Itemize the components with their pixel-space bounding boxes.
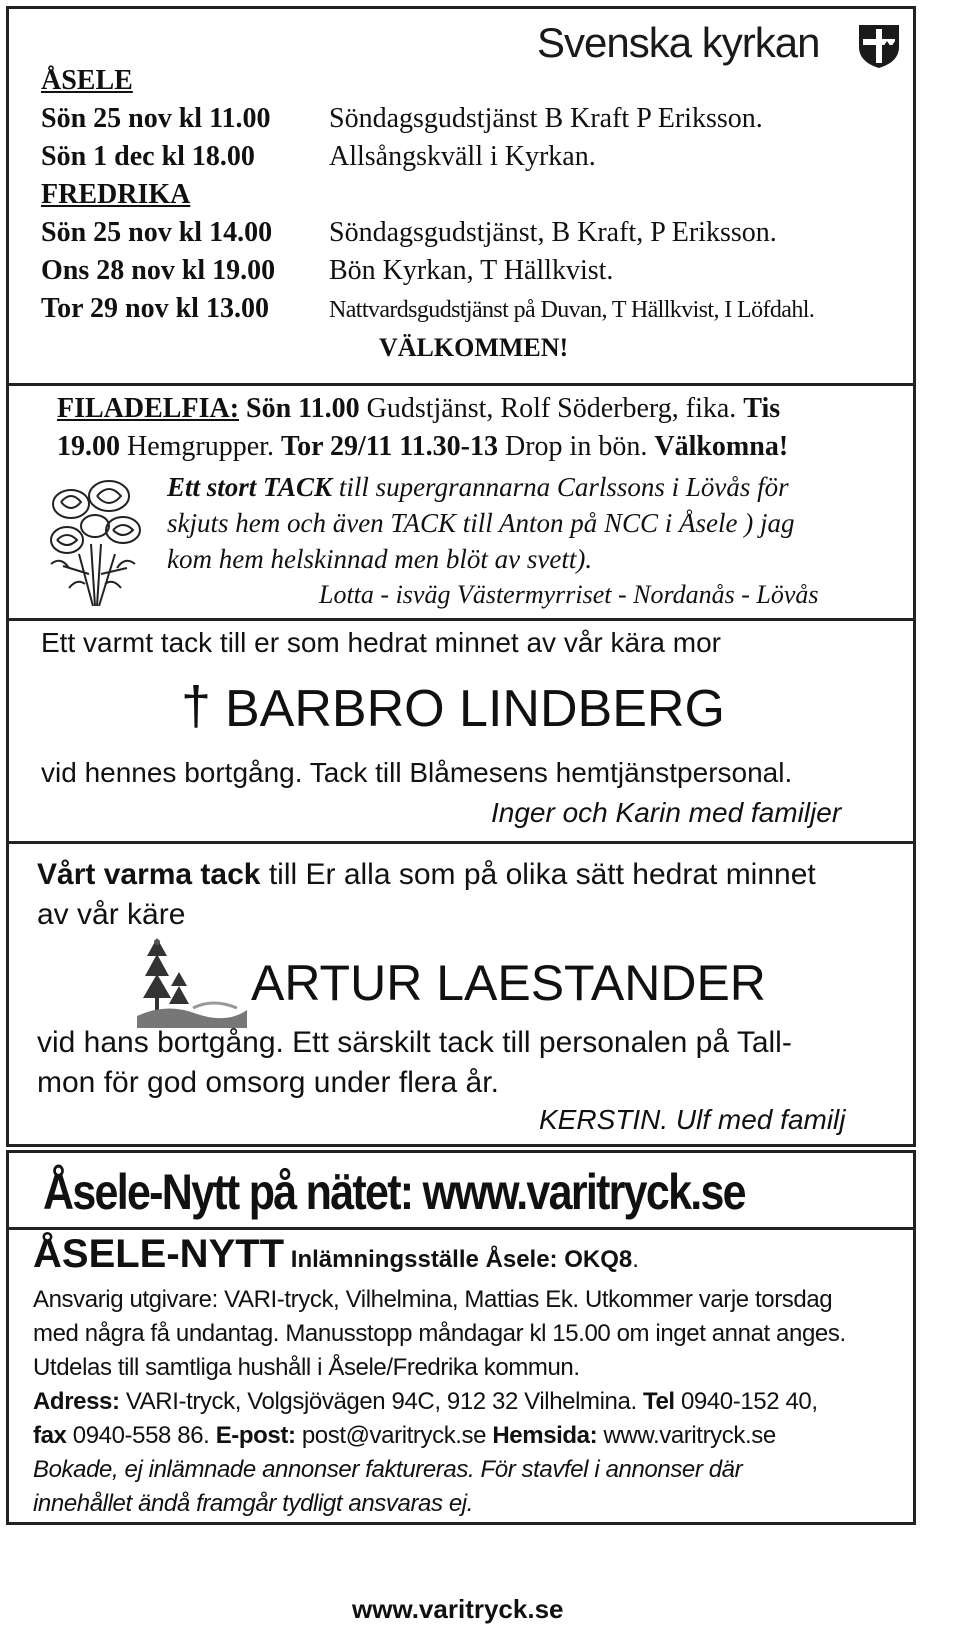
address-label: Adress: [33,1388,120,1415]
publisher-contact-line [33,1422,776,1450]
fredrika-heading: FREDRIKA [41,179,191,210]
artur-intro-2: av vår käre [37,898,186,931]
tel-value: 0940-152 40, [674,1388,818,1415]
email-label: E-post: [215,1422,296,1449]
thanks-line-1-text: till supergrannarna Carlssons i Lövås för [332,472,789,502]
artur-line-1: vid hans bortgång. Ett särskilt tack till personalen på Tall- [37,1026,792,1059]
email-value: post@varitryck.se [295,1422,493,1449]
asele-heading: ÅSELE [41,65,133,96]
publisher-header [33,1232,639,1277]
thanks-line-1 [167,472,789,503]
artur-intro-bold: Vårt varma tack [37,858,261,891]
asele-row-2-what: Allsångskväll i Kyrkan. [329,141,596,172]
publisher-drop-label: Inlämningsställe Åsele: OKQ8 [284,1246,633,1273]
filadelfia-tue-text: Hemgrupper. [120,431,281,462]
barbro-line: vid hennes bortgång. Tack till Blåmesens hemtjänstpersonal. [41,757,793,788]
asele-row-1-when: Sön 25 nov kl 11.00 [41,103,271,134]
artur-intro-text: till Er alla som på olika sätt hedrat minnet [260,858,816,891]
barbro-signature: Inger och Karin med familjer [491,797,842,828]
fredrika-row-2-what: Bön Kyrkan, T Hällkvist. [329,255,614,286]
online-box [6,1150,916,1230]
artur-line-2: mon för god omsorg under flera år. [37,1066,499,1099]
filadelfia-welcome: Välkomna! [654,431,789,462]
thanks-big-tack: Ett stort TACK [167,472,333,502]
publisher-title: ÅSELE-NYTT [33,1232,285,1276]
filadelfia-label: FILADELFIA: [57,393,240,424]
forest-landscape-icon [137,936,247,1028]
thanks-signature: Lotta - isväg Västermyrriset - Nordanås - Lövås [319,580,819,609]
barbro-name: BARBRO LINDBERG [225,680,725,738]
barbro-intro: Ett varmt tack till er som hedrat minnet av vår kära mor [41,627,721,658]
asele-row-2-when: Sön 1 dec kl 18.00 [41,141,255,172]
filadelfia-thu-time: Tor 29/11 11.30-13 [280,431,499,462]
thanks-line-2: skjuts hem och även TACK till Anton på NCC i Åsele ) jag [167,508,795,538]
publisher-address-line [33,1388,818,1416]
artur-name: ARTUR LAESTANDER [251,955,766,1011]
filadelfia-tue-time: 19.00 [57,431,120,462]
church-schedule-box [6,6,916,386]
barbro-cross: † [181,676,212,736]
filadelfia-sun-time: Sön 11.00 [239,393,360,424]
fredrika-row-3-what: Nattvardsgudstjänst på Duvan, T Hällkvist, I Löfdahl. [329,297,815,323]
welcome-text: VÄLKOMMEN! [379,333,569,362]
publisher-line-2: med några få undantag. Manusstopp måndagar kl 15.00 om inget annat anges. [33,1320,846,1347]
thanks-line-3: kom hem helskinnad men blöt av svett). [167,544,593,574]
filadelfia-sun-text: Gudstjänst, Rolf Söderberg, fika. [359,393,744,424]
publisher-note-2: innehållet ändå framgår tydligt ansvaras ej. [33,1490,473,1517]
publisher-line-3: Utdelas till samtliga hushåll i Åsele/Fredrika kommun. [33,1354,580,1381]
publisher-drop-end: . [632,1246,639,1273]
fredrika-row-3-when: Tor 29 nov kl 13.00 [41,293,269,324]
artur-signature: KERSTIN. Ulf med familj [539,1104,846,1135]
fredrika-row-2-when: Ons 28 nov kl 19.00 [41,255,276,286]
publisher-note-1: Bokade, ej inlämnade annonser faktureras. För stavfel i annonser där [33,1456,743,1483]
fredrika-row-1-when: Sön 25 nov kl 14.00 [41,217,273,248]
memorial-barbro-box [6,618,916,844]
church-brand: Svenska kyrkan [537,19,820,66]
fax-value: 0940-558 86. [66,1422,216,1449]
filadelfia-box [6,383,916,621]
memorial-artur-box [6,841,916,1147]
artur-intro [37,858,816,892]
tel-label: Tel [642,1388,675,1415]
filadelfia-notice [57,390,907,466]
filadelfia-thu-text: Drop in bön. [498,431,655,462]
flower-bouquet-icon [39,474,151,610]
website-label: Hemsida: [492,1422,598,1449]
fredrika-row-1-what: Söndagsgudstjänst, B Kraft, P Eriksson. [329,217,777,248]
footer-url[interactable]: www.varitryck.se [352,1594,564,1624]
publisher-line-1: Ansvarig utgivare: VARI-tryck, Vilhelmina, Mattias Ek. Utkommer varje torsdag [33,1286,833,1313]
publisher-box [6,1227,916,1525]
fax-label: fax [33,1422,67,1449]
online-text: Åsele-Nytt på nätet: www.varitryck.se [43,1164,745,1220]
asele-row-1-what: Söndagsgudstjänst B Kraft P Eriksson. [329,103,763,134]
website-value: www.varitryck.se [597,1422,776,1449]
address-value: VARI-tryck, Volgsjövägen 94C, 912 32 Vilhelmina. [119,1388,643,1415]
filadelfia-tue-label: Tis [743,393,781,424]
church-emblem-icon [855,21,903,69]
